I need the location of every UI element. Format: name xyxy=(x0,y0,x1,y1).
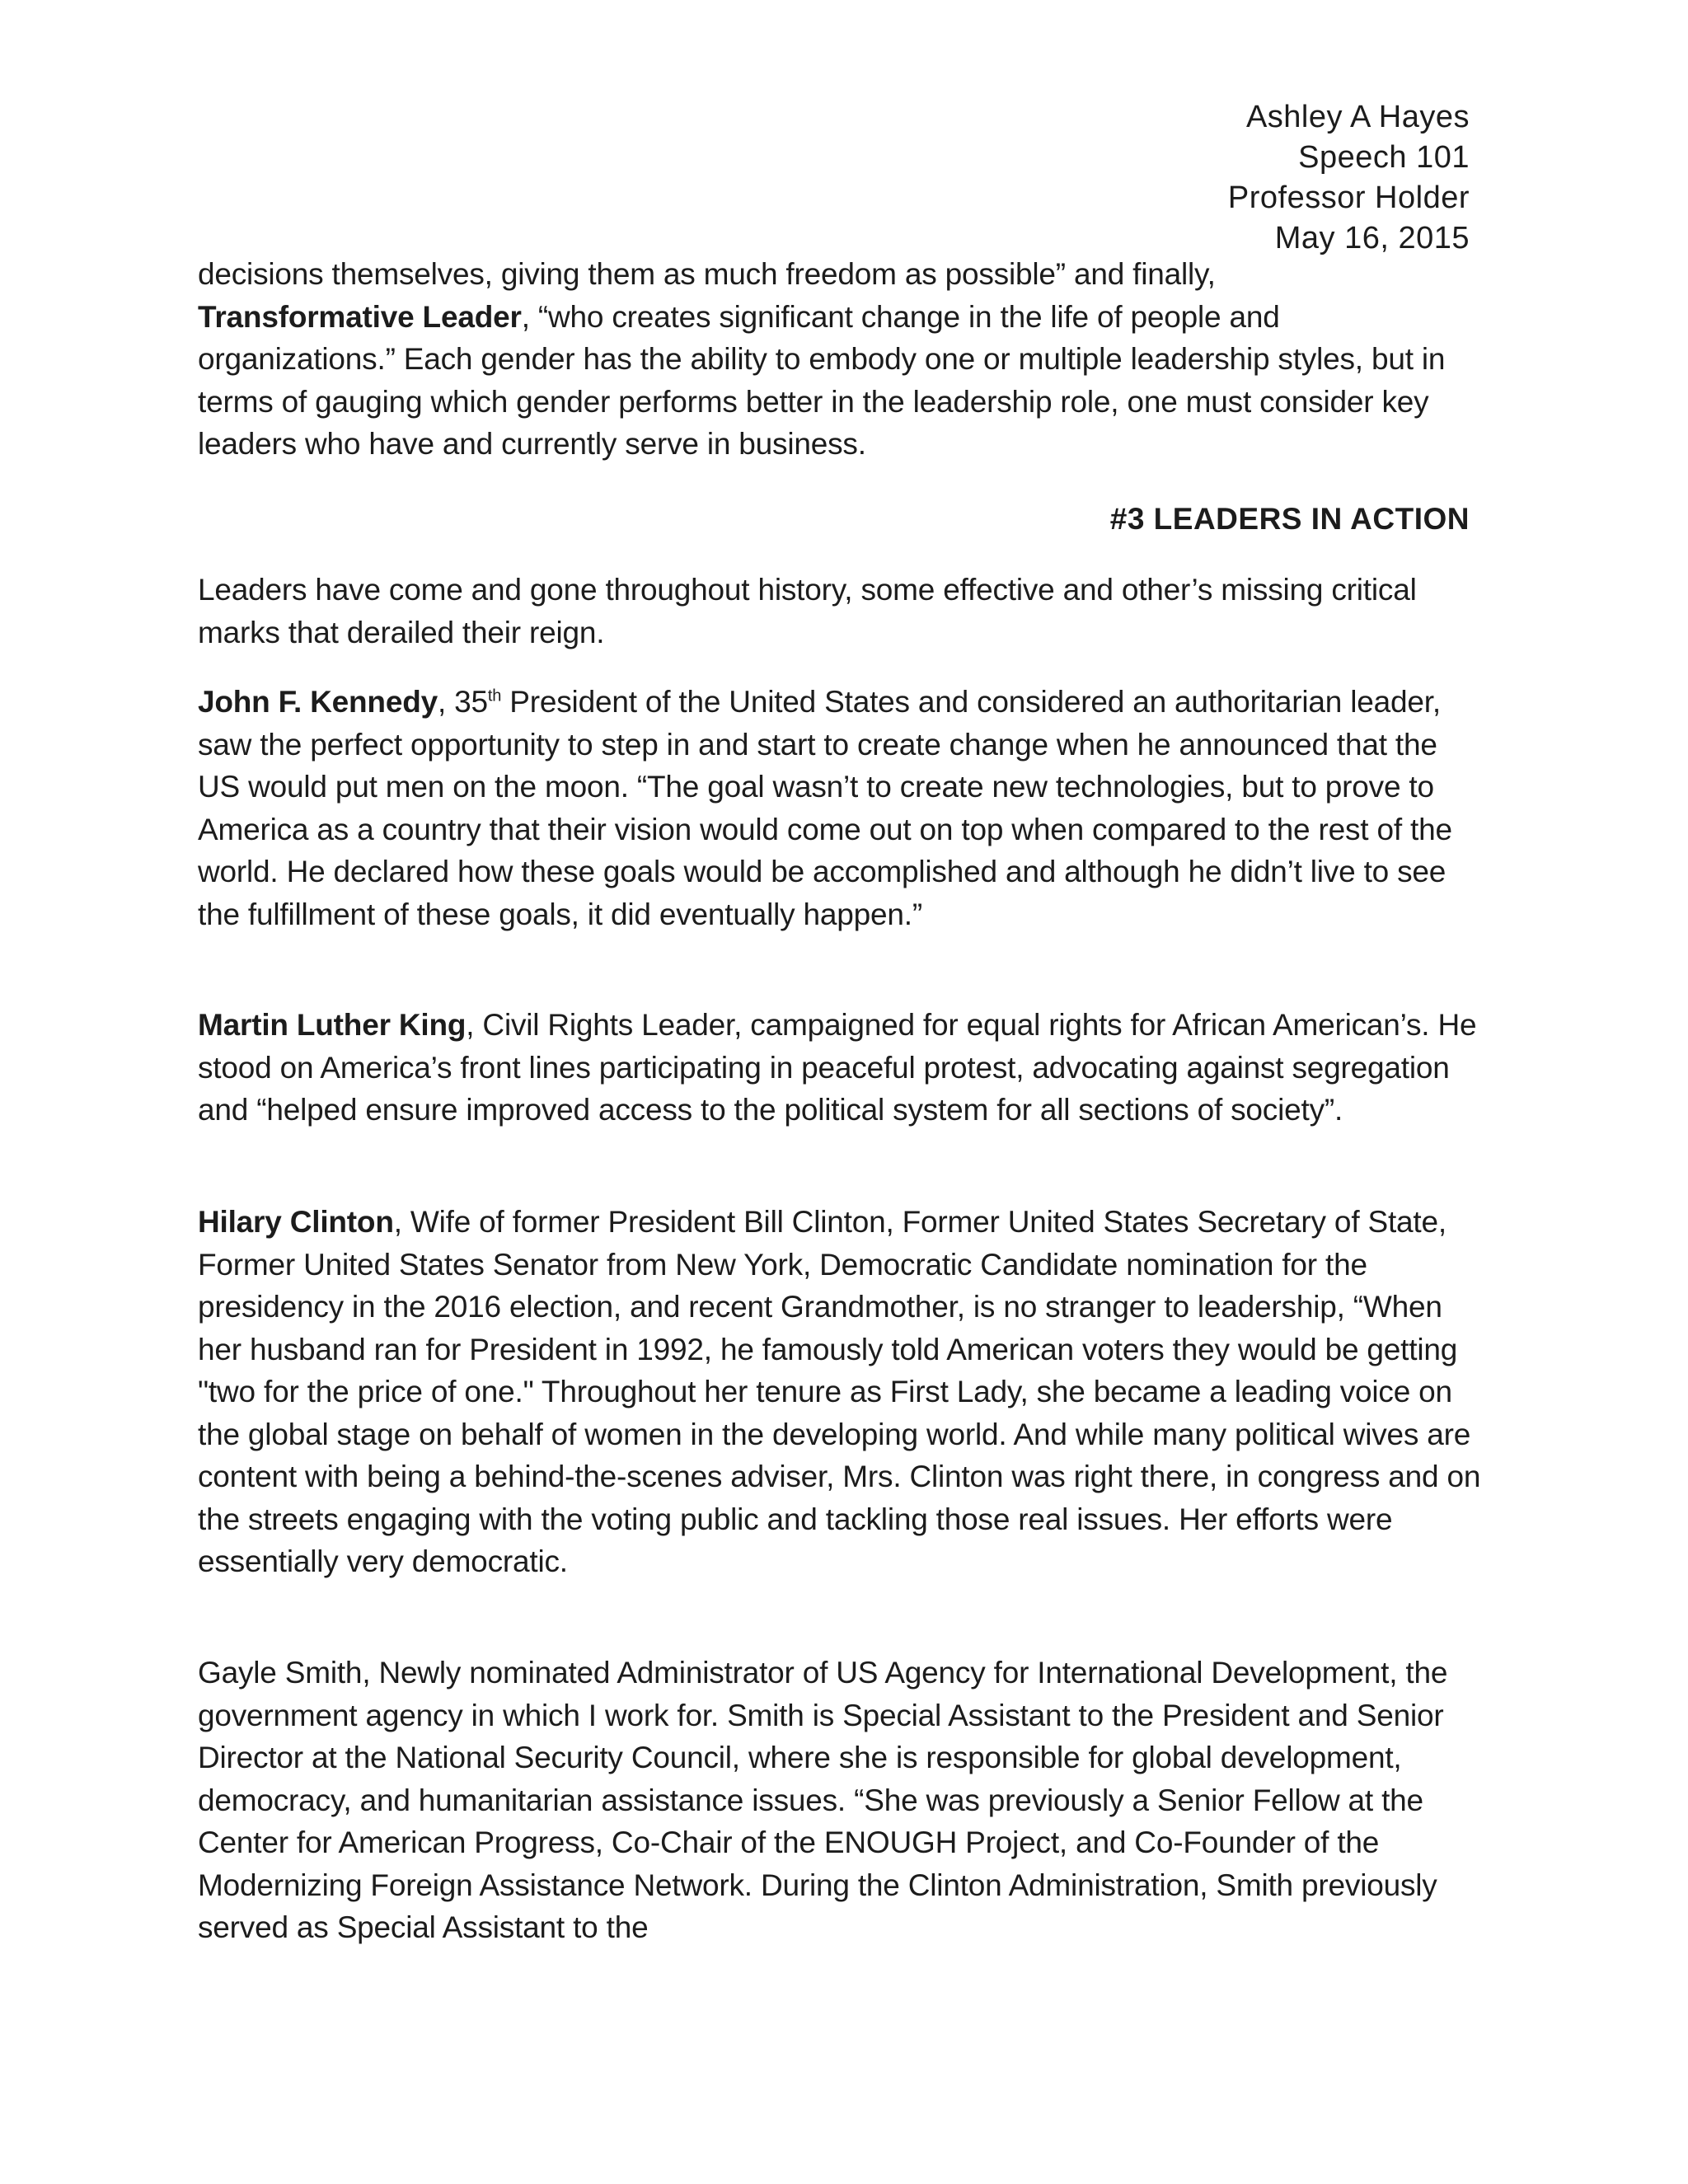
section-heading: #3 LEADERS IN ACTION xyxy=(1109,502,1470,536)
gayle-text: Gayle Smith, Newly nominated Administrator of US Agency for International Development, the government agency in which I work for. Smith is Special Assistant to the President and Senior Director at the National Security Council, where she is responsible for global development, democracy, and humanitarian assistance issues. “She was previously a Senior Fellow at the Center for American Progress, Co-Chair of the ENOUGH Project, and Co-Founder of the Modernizing Foreign Assistance Network. During the Clinton Administration, Smith previously served as Special Assistant to the xyxy=(198,1656,1448,1944)
jfk-paragraph xyxy=(198,681,1484,935)
author-name: Ashley A Hayes xyxy=(1245,100,1470,134)
mlk-paragraph xyxy=(198,1004,1484,1132)
course-name: Speech 101 xyxy=(1298,140,1470,175)
leaders-intro-text: Leaders have come and gone throughout history, some effective and other’s missing critical marks that derailed their reign. xyxy=(198,573,1417,649)
mlk-name: Martin Luther King xyxy=(198,1008,467,1042)
transformative-leader-term: Transformative Leader xyxy=(198,299,522,334)
intro-rest: , “who creates significant change in the life of people and organizations.” Each gender has the ability to embody one or multiple leadership styles, but in terms of gauging which gender performs better in the leadership role, one must consider key leaders who have and currently serve in business. xyxy=(198,299,1446,461)
hilary-name: Hilary Clinton xyxy=(198,1205,394,1239)
jfk-ordinal-number: , 35 xyxy=(437,685,488,719)
professor-name: Professor Holder xyxy=(1227,180,1470,215)
document-header xyxy=(1228,97,1470,259)
jfk-name: John F. Kennedy xyxy=(198,685,438,719)
document-date: May 16, 2015 xyxy=(1274,221,1470,255)
jfk-text: President of the United States and considered an authoritarian leader, saw the perfect opportunity to step in and start to create change when he announced that the US would put men on the moon. “The goal wasn’t to create new technologies, but to prove to America as a country that their vision would come out on top when compared to the rest of the world. He declared how these goals would be accomplished and although he didn’t live to see the fulfillment of these goals, it did eventually happen.” xyxy=(198,685,1452,931)
hilary-paragraph xyxy=(198,1201,1484,1583)
mlk-text: , Civil Rights Leader, campaigned for equal rights for African American’s. He stood on America’s front lines participating in peaceful protest, advocating against segregation and “helped ensure improved access to the political system for all sections of society”. xyxy=(198,1008,1477,1127)
intro-line-1: decisions themselves, giving them as much freedom as possible” and finally, xyxy=(198,257,1216,291)
hilary-text: , Wife of former President Bill Clinton, Former United States Secretary of State, Former United States Senator from New York, Democratic Candidate nomination for the presidency in the 2016 election, and recent Grandmother, is no stranger to leadership, “When her husband ran for President in 1992, he famously told American voters they would be getting "two for the price of one." Throughout her tenure as First Lady, she became a leading voice on the global stage on behalf of women in the developing world. And while many political wives are content with being a behind-the-scenes adviser, Mrs. Clinton was right there, in congress and on the streets engaging with the voting public and tackling those real issues. Her efforts were essentially very democratic. xyxy=(198,1205,1481,1578)
gayle-paragraph xyxy=(198,1652,1484,1949)
jfk-ordinal-suffix: th xyxy=(487,687,502,705)
intro-paragraph xyxy=(198,253,1484,466)
leaders-intro-paragraph xyxy=(198,569,1484,654)
